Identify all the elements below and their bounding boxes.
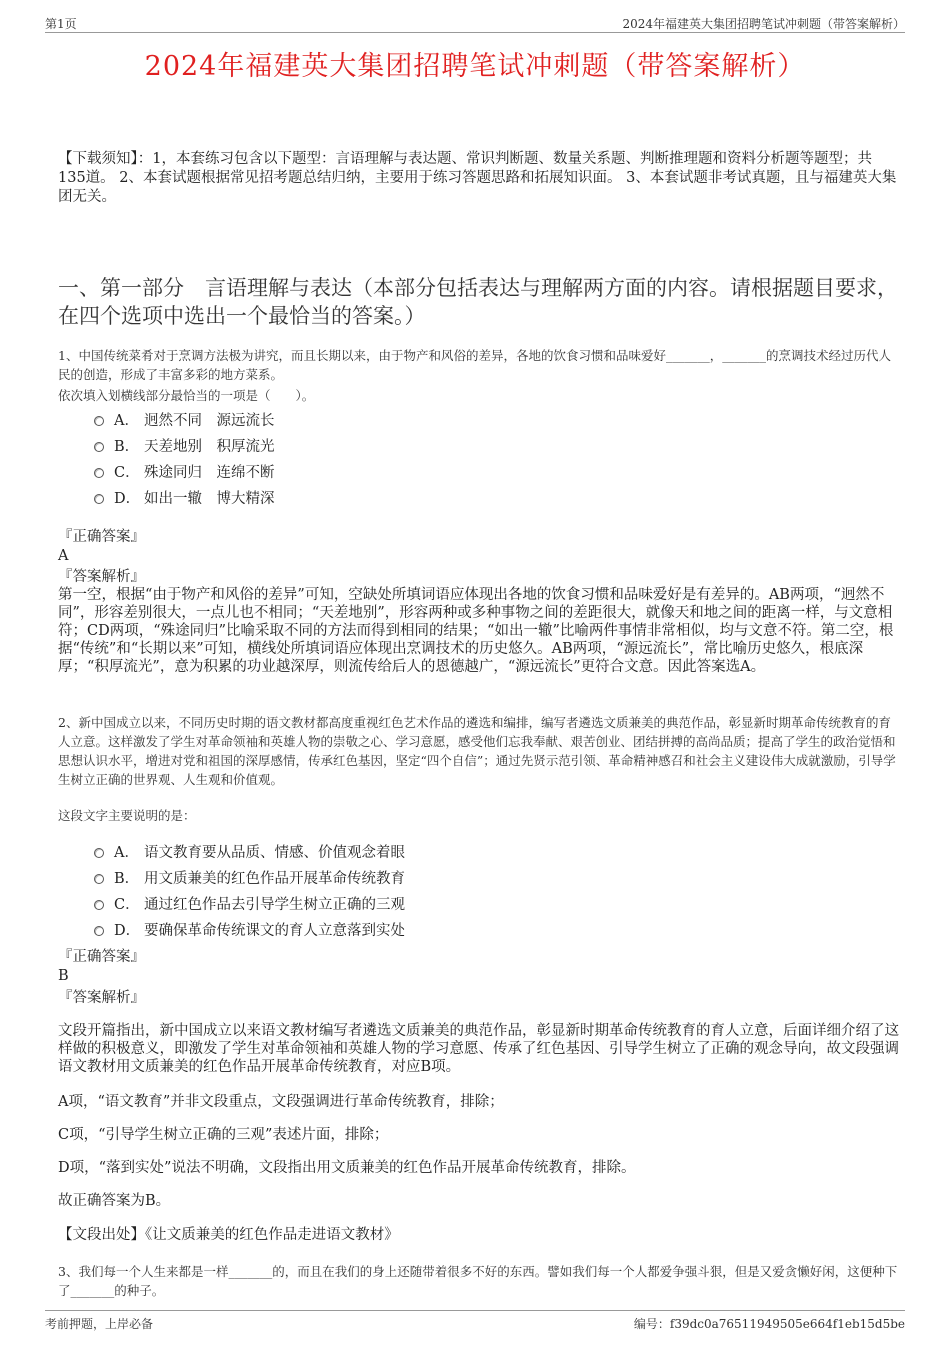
question-1-option-c[interactable] [94,458,275,484]
footer-slogan: 考前押题，上岸必备 [45,1317,154,1331]
radio-icon[interactable] [94,926,104,936]
option-letter: C． [114,464,140,481]
correct-answer-label: 『正确答案』 [58,949,145,965]
explanation-label: 『答案解析』 [58,569,145,585]
radio-icon[interactable] [94,494,104,504]
header-doc-title: 2024年福建英大集团招聘笔试冲刺题（带答案解析） [622,17,905,31]
question-1-option-d[interactable] [94,484,275,510]
radio-icon[interactable] [94,874,104,884]
question-1-stem: 1、中国传统菜肴对于烹调方法极为讲究，而且长期以来，由于物产和风俗的差异，各地的饮食习惯和品味爱好_______，_______的烹调技术经过历代人民的创造，形成了丰富多彩的地方菜系。 [58,348,891,382]
radio-icon[interactable] [94,900,104,910]
question-1-answer: A [58,548,69,564]
radio-icon[interactable] [94,848,104,858]
page-header [45,12,905,33]
radio-icon[interactable] [94,416,104,426]
option-text: 如出一辙 博大精深 [144,490,275,507]
option-letter: D． [114,922,141,939]
question-2-option-a[interactable] [94,838,405,864]
correct-answer-label: 『正确答案』 [58,529,145,545]
question-2-answer: B [58,968,69,984]
question-2-prompt: 这段文字主要说明的是： [58,808,196,823]
document-title: 2024年福建英大集团招聘笔试冲刺题（带答案解析） [144,51,806,82]
question-1-option-b[interactable] [94,432,275,458]
option-text: 通过红色作品去引导学生树立正确的三观 [144,896,405,913]
question-2-options [94,838,405,942]
question-2-conclusion: 故正确答案为B。 [58,1193,171,1209]
option-text: 用文质兼美的红色作品开展革命传统教育 [144,870,405,887]
page-number: 第1页 [45,17,77,31]
question-1-prompt: 依次填入划横线部分最恰当的一项是（ ）。 [58,388,315,403]
section-heading: 一、第一部分 言语理解与表达（本部分包括表达与理解两方面的内容。请根据题目要求，在四个选项中选出一个最恰当的答案。） [58,276,898,328]
question-1-explanation: 第一空，根据“由于物产和风俗的差异”可知，空缺处所填词语应体现出各地的饮食习惯和品味爱好是有差异的。AB两项，“迥然不同”，形容差别很大，一点儿也不相同；“天差地别”，形容两种或多种事物之间的差距很大，就像天和地之间的距离一样，与文意相符；CD两项，“殊途同归”比喻采取不同的方法而得到相同的结果；“如出一辙”比喻两件事情非常相似，均与文意不符。第二空，根据“传统”和“长期以来”可知，横线处所填词语应体现出烹调技术的历史悠久。AB两项，“源远流长”，常比喻历史悠久，根底深厚；“积厚流光”，意为积累的功业越深厚，则流传给后人的恩德越广，“源远流长”更符合文意。因此答案选A。 [58,587,894,675]
option-text: 要确保革命传统课文的育人立意落到实处 [144,922,405,939]
radio-icon[interactable] [94,442,104,452]
option-letter: A． [114,412,139,429]
question-2-option-d[interactable] [94,916,405,942]
option-text: 天差地别 积厚流光 [144,438,275,455]
question-2-explanation-c: C项，“引导学生树立正确的三观”表述片面，排除； [58,1127,389,1143]
question-2-option-c[interactable] [94,890,405,916]
option-text: 语文教育要从品质、情感、价值观念着眼 [144,844,405,861]
option-letter: D． [114,490,141,507]
option-letter: B． [114,870,140,887]
radio-icon[interactable] [94,468,104,478]
question-2-option-b[interactable] [94,864,405,890]
option-letter: A． [114,844,139,861]
question-2-explanation-d: D项，“落到实处”说法不明确，文段指出用文质兼美的红色作品开展革命传统教育，排除。 [58,1160,636,1176]
explanation-label: 『答案解析』 [58,990,145,1006]
option-letter: C． [114,896,140,913]
option-text: 殊途同归 连绵不断 [144,464,275,481]
question-1-options [94,406,275,510]
footer-code: 编号：f39dc0a76511949505e664f1eb15d5be [633,1317,905,1331]
question-2-source: 【文段出处】《让文质兼美的红色作品走进语文教材》 [58,1227,399,1243]
page-footer [45,1310,905,1333]
question-1-option-a[interactable] [94,406,275,432]
question-2-explanation-summary: 文段开篇指出，新中国成立以来语文教材编写者遴选文质兼美的典范作品，彰显新时期革命传统教育的育人立意，后面详细介绍了这样做的积极意义，即激发了学生对革命领袖和英雄人物的学习意愿、传承了红色基因、引导学生树立了正确的观念导向，故文段强调语文教材用文质兼美的红色作品开展革命传统教育，对应B项。 [58,1023,899,1075]
download-notice: 【下载须知】：1，本套练习包含以下题型：言语理解与表达题、常识判断题、数量关系题、判断推理题和资料分析题等题型；共135道。 2、本套试题根据常见招考题总结归纳，主要用于练习答题思路和拓展知识面。 3、本套试题非考试真题，且与福建英大集团无关。 [58,151,897,205]
question-2-stem: 2、新中国成立以来，不同历史时期的语文教材都高度重视红色艺术作品的遴选和编排，编写者遴选文质兼美的典范作品，彰显新时期革命传统教育的育人立意。这样激发了学生对革命领袖和英雄人物的崇敬之心、学习意愿，感受他们忘我奉献、艰苦创业、团结拼搏的高尚品质；提高了学生的政治觉悟和思想认识水平，增进对党和祖国的深厚感情，传承红色基因，坚定“四个自信”；通过先贤示范引领、革命精神感召和社会主义建设伟大成就激励，引导学生树立正确的世界观、人生观和价值观。 [58,715,896,787]
option-text: 迥然不同 源远流长 [144,412,275,429]
option-letter: B． [114,438,140,455]
question-2-explanation-a: A项，“语文教育”并非文段重点，文段强调进行革命传统教育，排除； [58,1094,504,1110]
question-3-stem: 3、我们每一个人生来都是一样_______的，而且在我们的身上还随带着很多不好的东西。譬如我们每一个人都爱争强斗狠，但是又爱贪懒好闲，这便种下了_______的种子。 [58,1264,898,1298]
